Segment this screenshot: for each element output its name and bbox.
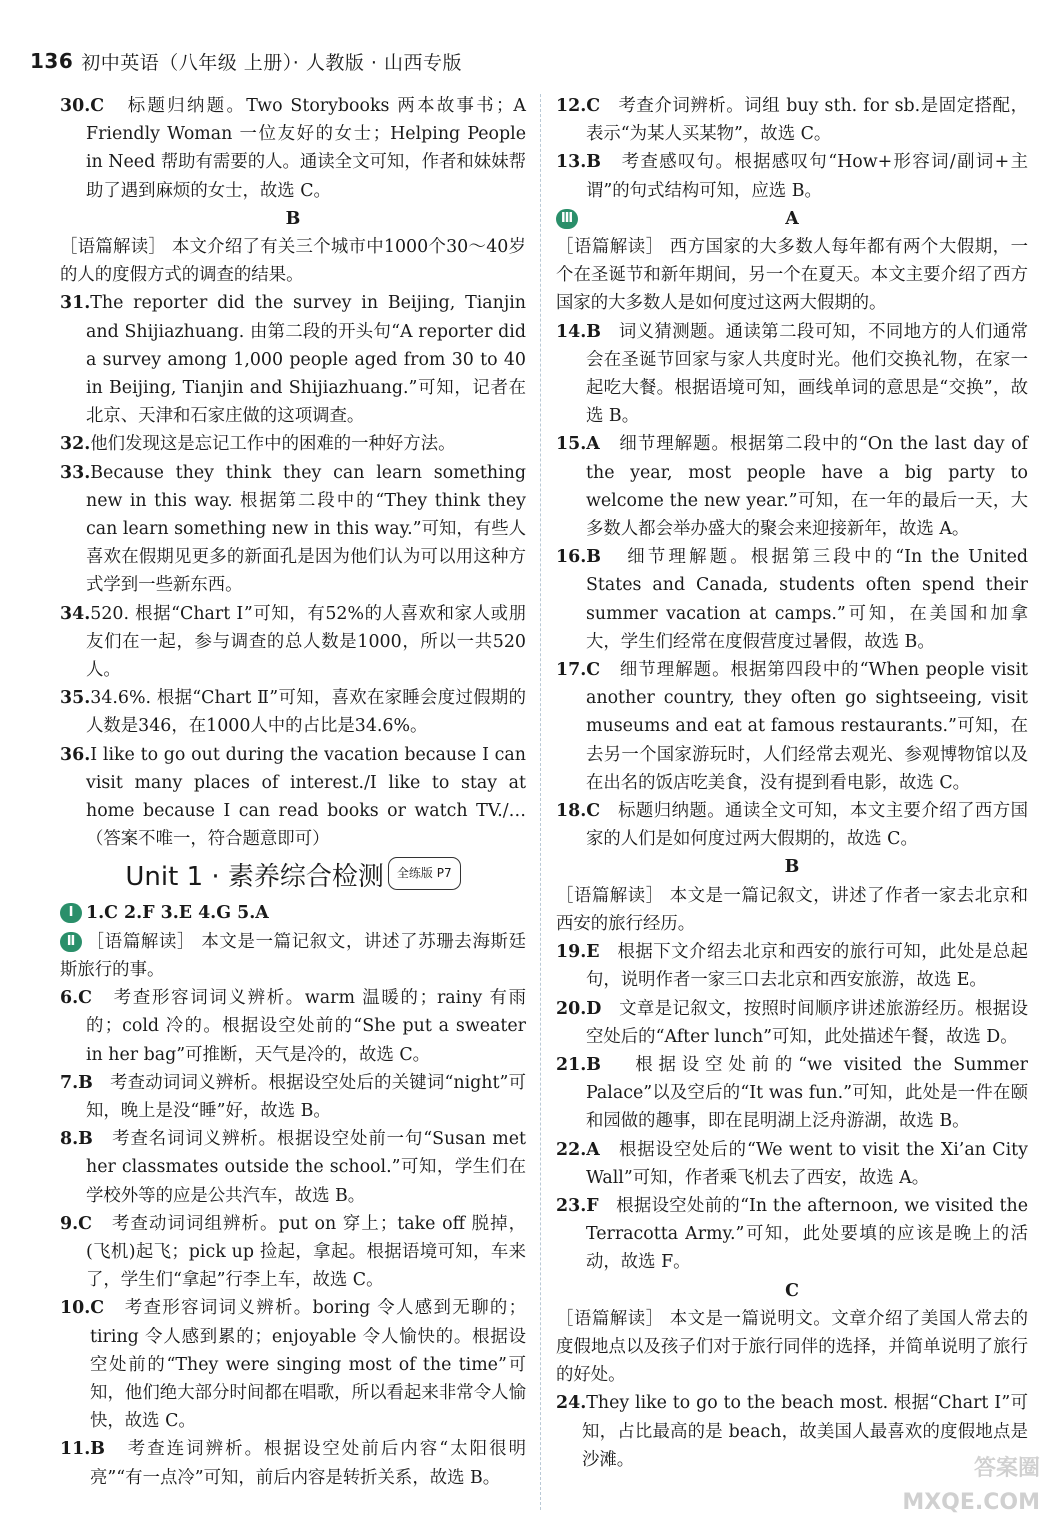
answer-text: 标题归纳题。Two Storybooks 两本故事书；A Friendly Woman 一位友好的女士；Helping People in Need 帮助有需要的人。通读全文可知，作者和妹妹帮助了遇到麻烦的女士，故选 C。 (86, 96, 526, 201)
answer-text: 考查动词词义辨析。根据设空处后的关键词“night”可知，晚上是没“睡”好，故选 B。 (86, 1072, 526, 1121)
answer-number: 31. (60, 293, 91, 314)
watermark-line-2: MXQE.COM (902, 1490, 1040, 1515)
answer-number: 35. (60, 688, 91, 709)
part-3-badge: Ⅲ (556, 209, 578, 229)
answer-text: 考查连词辨析。根据设空处前后内容“太阳很明亮”“有一点冷”可知，前后内容是转折关系，故选 B。 (90, 1439, 526, 1488)
answer-text: 标题归纳题。通读全文可知，本文主要介绍了西方国家的人们是如何度过两大假期的，故选 C。 (586, 801, 1028, 850)
answer-30 (60, 92, 526, 205)
watermark-line-1: 答案圈 (973, 1456, 1040, 1481)
answer-18 (556, 797, 1028, 853)
column-divider (540, 94, 541, 1510)
part-1-badge: Ⅰ (60, 903, 82, 923)
section-heading-b: B (784, 857, 800, 878)
passage-intro-b: ［语篇解读］ 本文介绍了有关三个城市中1000个30～40岁的人的度假方式的调查的结果。 (60, 237, 526, 286)
answer-15 (556, 430, 1028, 543)
answer-text: I like to go out during the vacation because I can visit many places of interest./I like to stay at home because I can read books or watch TV./… （答案不唯一，符合题意即可） (86, 744, 526, 850)
answer-text: 考查名词词义辨析。根据设空处前一句“Susan met her classmates outside the school.”可知，学生们在学校外等的应是公共汽车，故选 B。 (86, 1129, 526, 1206)
answer-31 (60, 289, 526, 430)
answer-9 (60, 1210, 526, 1295)
answer-text: 考查介词辨析。词组 buy sth. for sb.是固定搭配，表示“为某人买某物”，故选 C。 (586, 96, 1028, 145)
answer-text: 细节理解题。根据第二段中的“On the last day of the year, most people have a big party to welcome the new year.”可知，在一年的最后一天，大多数人都会举办盛大的聚会来迎接新年，故选 A。 (586, 434, 1028, 540)
answer-number: 32. (60, 434, 91, 455)
answer-number: 8.B (60, 1129, 93, 1150)
answer-number: 20.D (556, 998, 602, 1019)
answer-text: 520. 根据“Chart Ⅰ”可知，有52%的人喜欢和家人或朋友们在一起，参与调查的总人数是1000，所以一共520人。 (86, 603, 526, 681)
answer-text: 考查形容词词义辨析。boring 令人感到无聊的；tiring 令人感到累的；enjoyable 令人愉快的。根据设空处前的“They were singing most of the time”可知，他们绝大部分时间都在唱歌，所以看起来非常令人愉快，故选 C。 (90, 1298, 526, 1432)
answer-34 (60, 600, 526, 685)
answer-number: 14.B (556, 321, 601, 342)
part-2-intro (60, 928, 526, 984)
answer-text: 细节理解题。根据第三段中的“In the United States and Canada, students often spend their summer vacation at camps.”可知，在美国和加拿大，学生们经常在度假营度过暑假，故选 B。 (586, 547, 1028, 652)
part-2-badge: Ⅱ (60, 932, 82, 952)
answer-number: 23.F (556, 1195, 599, 1216)
answer-text: 词义猜测题。通读第二段可知，不同地方的人们通常会在圣诞节回家与家人共度时光。他们交换礼物，在家一起吃大餐。根据语境可知，画线单词的意思是“交换”，故选 B。 (586, 321, 1028, 427)
answer-text: The reporter did the survey in Beijing, Tianjin and Shijiazhuang. 由第二段的开头句“A reporter did a survey among 1,000 people aged from 30 to 40 in Beijing, Tianjin and Shijiazhuang.”可知，记者在北京、天津和石家庄做的这项调查。 (86, 293, 526, 427)
answer-8 (60, 1125, 526, 1210)
page-header (30, 44, 462, 78)
answer-19 (556, 938, 1028, 994)
answer-32 (60, 430, 526, 458)
answer-number: 21.B (556, 1054, 601, 1075)
answer-14 (556, 318, 1028, 431)
answer-23 (556, 1192, 1028, 1277)
answer-number: 30.C (60, 96, 105, 116)
part-2-intro-text: ［语篇解读］ 本文是一篇记叙文，讲述了苏珊去海斯廷斯旅行的事。 (60, 931, 526, 980)
passage-intro-c: ［语篇解读］ 本文是一篇说明文。文章介绍了美国人常去的度假地点以及孩子们对于旅行同伴的选择，并简单说明了旅行的好处。 (556, 1308, 1028, 1386)
page-number: 136 (30, 49, 74, 73)
answer-text: 他们发现这是忘记工作中的困难的一种好方法。 (90, 434, 456, 455)
answer-text: 细节理解题。根据第四段中的“When people visit another country, they often go sightseeing, visit museums and eat at famous restaurants.”可知，在去另一个国家游玩时，人们经常去观光、参观博物馆以及在出名的饭店吃美食，没有提到看电影，故选 C。 (586, 660, 1028, 793)
answer-number: 12.C (556, 96, 601, 116)
answer-number: 22.A (556, 1139, 600, 1160)
answer-10 (60, 1294, 526, 1435)
answer-number: 13.B (556, 152, 601, 173)
answer-text: 根据设空处后的“We went to visit the Xi’an City Wall”可知，作者乘飞机去了西安，故选 A。 (586, 1139, 1028, 1188)
unit-page-tag: 全练版 P7 (388, 857, 461, 889)
answer-21 (556, 1051, 1028, 1136)
answer-number: 16.B (556, 547, 601, 568)
answer-number: 9.C (60, 1213, 92, 1234)
answer-text: 考查感叹句。根据感叹句“How+形容词/副词+主谓”的句式结构可知，应选 B。 (586, 152, 1028, 201)
answer-12 (556, 92, 1028, 148)
section-heading-a: A (785, 208, 799, 229)
section-heading-b: B (285, 208, 301, 229)
part-1-answers (60, 899, 526, 927)
answer-text: 考查动词词组辨析。put on 穿上；take off 脱掉，(飞机)起飞；pick up 捡起，拿起。根据语境可知，车来了，学生们“拿起”行李上车，故选 C。 (86, 1213, 526, 1291)
answer-text: 34.6%. 根据“Chart Ⅱ”可知，喜欢在家睡会度过假期的人数是346，在1000人中的占比是34.6%。 (86, 688, 526, 737)
answer-11 (60, 1435, 526, 1491)
right-column (556, 92, 1028, 1474)
answer-13 (556, 148, 1028, 204)
part-3-heading (556, 205, 1028, 233)
part-1-answer-list: 1.C 2.F 3.E 4.G 5.A (86, 903, 269, 924)
answer-35 (60, 684, 526, 740)
unit-heading (60, 855, 526, 899)
passage-intro-a: ［语篇解读］ 西方国家的大多数人每年都有两个大假期，一个在圣诞节和新年期间，另一个在夏天。本文主要介绍了西方国家的大多数人是如何度过这两大假期的。 (556, 237, 1028, 314)
answer-17 (556, 656, 1028, 797)
answer-22 (556, 1136, 1028, 1192)
answer-number: 19.E (556, 942, 600, 963)
answer-number: 34. (60, 603, 91, 624)
answer-text: Because they think they can learn something new in this way. 根据第二段中的“They think they can learn something new in this way.”可知，有些人喜欢在假期见更多的新面孔是因为他们认为可以用这种方式学到一些新东西。 (86, 462, 526, 596)
answer-number: 6.C (60, 988, 92, 1009)
answer-number: 24. (556, 1393, 587, 1414)
passage-intro-b: ［语篇解读］ 本文是一篇记叙文，讲述了作者一家去北京和西安的旅行经历。 (556, 885, 1028, 934)
site-watermark (880, 1452, 1040, 1528)
book-title: 初中英语（八年级 上册）· 人教版 · 山西专版 (81, 51, 462, 74)
answer-number: 10.C (60, 1298, 105, 1319)
answer-text: 根据设空处前的“In the afternoon, we visited the Terracotta Army.”可知，此处要填的应该是晚上的活动，故选 F。 (586, 1195, 1028, 1273)
answer-6 (60, 984, 526, 1069)
section-heading-c: C (785, 1280, 799, 1301)
answer-text: They like to go to the beach most. 根据“Chart Ⅰ”可知，占比最高的是 beach，故美国人最喜欢的度假地点是沙滩。 (582, 1393, 1028, 1470)
answer-number: 17.C (556, 660, 601, 681)
unit-title: Unit 1 · 素养综合检测 (125, 862, 384, 893)
answer-33 (60, 459, 526, 600)
answer-number: 18.C (556, 801, 601, 822)
answer-number: 7.B (60, 1072, 93, 1093)
answer-number: 36. (60, 744, 91, 765)
answer-number: 33. (60, 462, 91, 483)
left-column (60, 92, 526, 1492)
answer-number: 11.B (60, 1439, 105, 1460)
answer-text: 文章是记叙文，按照时间顺序讲述旅游经历。根据设空处后的“After lunch”可知，此处描述午餐，故选 D。 (586, 998, 1028, 1047)
answer-16 (556, 543, 1028, 656)
answer-text: 考查形容词词义辨析。warm 温暖的；rainy 有雨的；cold 冷的。根据设空处前的“She put a sweater in her bag”可推断，天气是冷的，故选 C。 (86, 988, 526, 1065)
answer-7 (60, 1069, 526, 1125)
answer-number: 15.A (556, 434, 600, 455)
answer-36 (60, 741, 526, 854)
answer-20 (556, 995, 1028, 1051)
answer-text: 根据下文介绍去北京和西安的旅行可知，此处是总起句，说明作者一家三口去北京和西安旅游，故选 E。 (586, 942, 1028, 991)
answer-text: 根据设空处前的“we visited the Summer Palace”以及空后的“It was fun.”可知，此处是一件在颐和园做的趣事，即在昆明湖上泛舟游湖，故选 B。 (586, 1054, 1028, 1132)
